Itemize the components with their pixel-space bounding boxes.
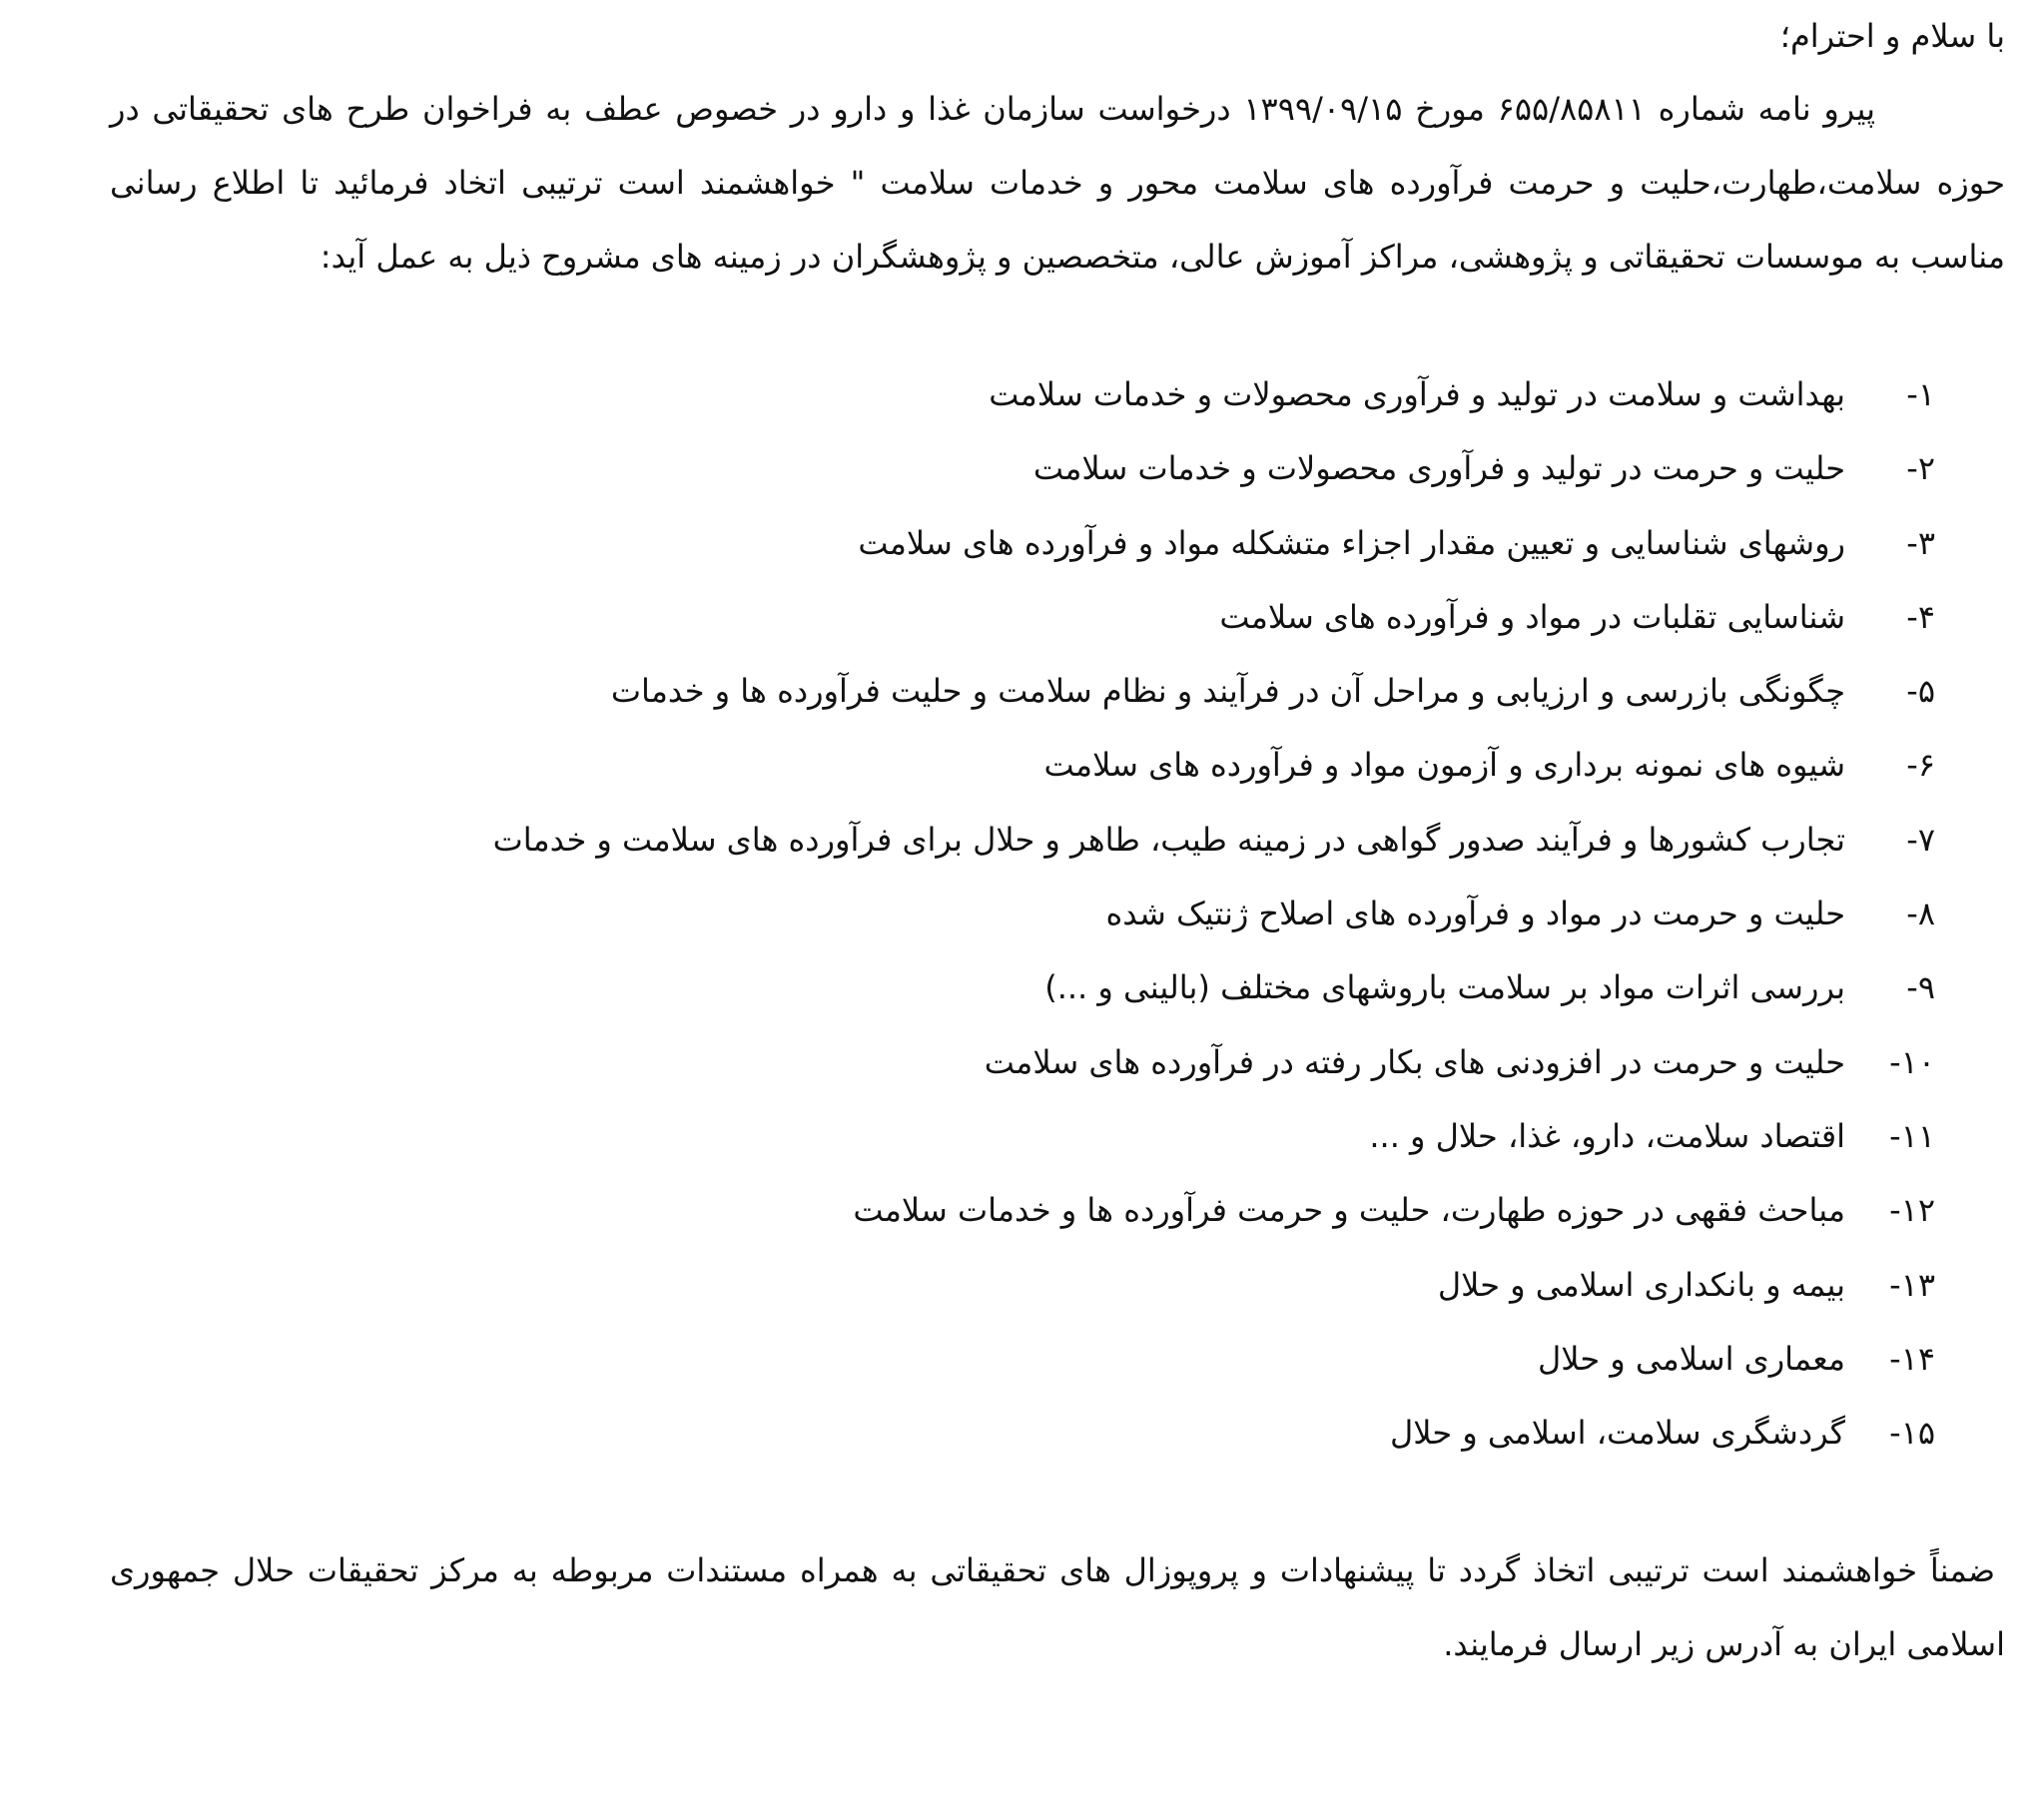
topic-text: مباحث فقهی در حوزه طهارت، حلیت و حرمت فرآورده ها و خدمات سلامت (853, 1191, 1845, 1230)
topic-item (110, 506, 1935, 580)
topic-item (110, 654, 1935, 728)
topic-item (110, 1248, 1935, 1322)
topic-number: ۱۴- (1889, 1339, 1935, 1378)
topic-number: ۸- (1906, 895, 1935, 933)
topic-number: ۱۵- (1889, 1414, 1935, 1453)
topic-item (110, 950, 1935, 1024)
topic-text: بیمه و بانکداری اسلامی و حلال (1437, 1265, 1845, 1304)
topic-item (110, 1396, 1935, 1470)
topic-number: ۶- (1906, 746, 1935, 785)
topic-number: ۱۰- (1889, 1042, 1935, 1081)
topic-text: حلیت و حرمت در تولید و فرآوری محصولات و خدمات سلامت (1032, 449, 1845, 488)
topic-text: بررسی اثرات مواد بر سلامت باروشهای مختلف (بالینی و ...) (1044, 968, 1845, 1007)
topic-text: شناسایی تقلبات در مواد و فرآورده های سلامت (1219, 597, 1845, 636)
topic-item (110, 1099, 1935, 1173)
topic-number: ۷- (1906, 820, 1935, 859)
research-topic-list (110, 357, 2005, 1470)
topic-text: بهداشت و سلامت در تولید و فرآوری محصولات و خدمات سلامت (989, 375, 1845, 413)
letter-greeting: با سلام و احترام؛ (1779, 17, 2005, 55)
letter-intro-paragraph: پیرو نامه شماره ۶۵۵/۸۵۸۱۱ مورخ ۱۳۹۹/۰۹/۱۵ درخواست سازمان غذا و دارو در خصوص عطف به فراخوان طرح های تحقیقاتی در حوزه سلامت،طهارت،حلیت و حرمت فرآورده های سلامت محور و خدمات سلامت " خواهشمند است ترتیبی اتخاد فرمائید تا اطلاع رسانی مناسب به موسسات تحقیقاتی و پژوهشی، مراکز آموزش عالی، متخصصین و پژوهشگران در زمینه های مشروح ذیل به عمل آید: (110, 90, 2005, 276)
topic-text: گردشگری سلامت، اسلامی و حلال (1390, 1414, 1845, 1453)
topic-text: تجارب کشورها و فرآیند صدور گواهی در زمینه طیب، طاهر و حلال برای فرآورده های سلامت و خدمات (492, 820, 1845, 859)
topic-number: ۲- (1906, 449, 1935, 488)
topic-number: ۱۳- (1889, 1265, 1935, 1304)
topic-text: شیوه های نمونه برداری و آزمون مواد و فرآورده های سلامت (1043, 746, 1845, 785)
topic-item (110, 431, 1935, 505)
topic-item (110, 803, 1935, 877)
topic-number: ۳- (1906, 523, 1935, 562)
topic-item (110, 1025, 1935, 1099)
topic-number: ۹- (1906, 968, 1935, 1007)
topic-item (110, 580, 1935, 654)
topic-item (110, 1322, 1935, 1396)
topic-number: ۵- (1906, 672, 1935, 711)
topic-item (110, 728, 1935, 802)
topic-number: ۱۱- (1889, 1116, 1935, 1155)
topic-number: ۱۲- (1889, 1191, 1935, 1230)
topic-item (110, 877, 1935, 950)
topic-item (110, 1173, 1935, 1247)
topic-text: حلیت و حرمت در افزودنی های بکار رفته در فرآورده های سلامت (984, 1042, 1845, 1081)
topic-text: چگونگی بازرسی و ارزیابی و مراحل آن در فرآیند و نظام سلامت و حلیت فرآورده ها و خدمات (610, 672, 1845, 711)
topic-item (110, 357, 1935, 431)
letter-body (110, 14, 2005, 1681)
topic-text: معماری اسلامی و حلال (1537, 1339, 1845, 1378)
topic-number: ۱- (1906, 375, 1935, 413)
letter-closing-paragraph: ضمناً خواهشمند است ترتیبی اتخاذ گردد تا پیشنهادات و پروپوزال های تحقیقاتی به همراه مستندات مربوطه به مرکز تحقیقات حلال جمهوری اسلامی ایران به آدرس زیر ارسال فرمایند. (110, 1551, 2005, 1664)
topic-text: حلیت و حرمت در مواد و فرآورده های اصلاح ژنتیک شده (1105, 895, 1845, 933)
topic-text: اقتصاد سلامت، دارو، غذا، حلال و ... (1369, 1116, 1845, 1155)
topic-number: ۴- (1906, 597, 1935, 636)
topic-text: روشهای شناسایی و تعیین مقدار اجزاء متشکله مواد و فرآورده های سلامت (858, 523, 1845, 562)
